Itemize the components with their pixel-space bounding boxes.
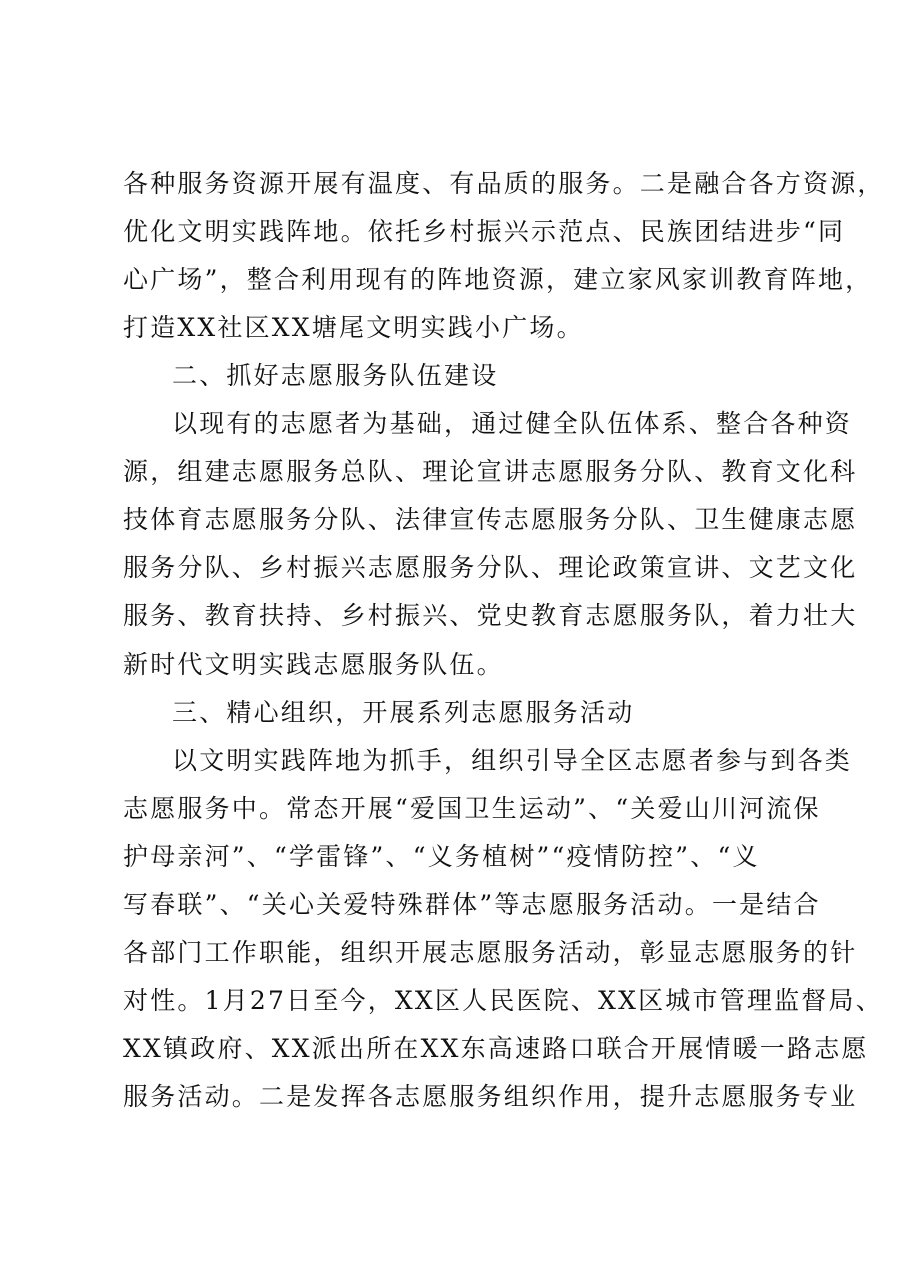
paragraph-line: 以文明实践阵地为抓手，组织引导全区志愿者参与到各类	[172, 746, 853, 775]
paragraph-line: 护母亲河”、“学雷锋”、“义务植树”“疫情防控”、“义	[123, 842, 760, 871]
paragraph-line: XX镇政府、XX派出所在XX东高速路口联合开展情暖一路志愿	[123, 1034, 869, 1063]
paragraph-line: 技体育志愿服务分队、法律宣传志愿服务分队、卫生健康志愿	[123, 505, 858, 534]
paragraph-line: 写春联”、“关心关爱特殊群体”等志愿服务活动。一是结合	[123, 890, 821, 919]
section-heading: 三、精心组织，开展系列志愿服务活动	[172, 698, 635, 727]
paragraph-line: 志愿服务中。常态开展“爱国卫生运动”、“关爱山川河流保	[123, 794, 821, 823]
paragraph-line: 服务活动。二是发挥各志愿服务组织作用，提升志愿服务专业	[123, 1082, 858, 1111]
paragraph-line: 心广场”，整合利用现有的阵地资源，建立家风家训教育阵地，	[123, 265, 873, 294]
paragraph-line: 各部门工作职能，组织开展志愿服务活动，彰显志愿服务的针	[123, 938, 858, 967]
paragraph-line: 服务、教育扶持、乡村振兴、党史教育志愿服务队，着力壮大	[123, 601, 858, 630]
section-heading: 二、抓好志愿服务队伍建设	[172, 361, 499, 390]
paragraph-line: 以现有的志愿者为基础，通过健全队伍体系、整合各种资	[172, 409, 853, 438]
paragraph-line: 新时代文明实践志愿服务队伍。	[123, 650, 504, 679]
paragraph-line: 优化文明实践阵地。依托乡村振兴示范点、民族团结进步“同	[123, 217, 846, 246]
paragraph-line: 服务分队、乡村振兴志愿服务分队、理论政策宣讲、文艺文化	[123, 553, 858, 582]
paragraph-line: 源，组建志愿服务总队、理论宣讲志愿服务分队、教育文化科	[123, 457, 858, 486]
paragraph-line: 打造XX社区XX塘尾文明实践小广场。	[123, 313, 584, 342]
paragraph-line: 对性。1月27日至今，XX区人民医院、XX区城市管理监督局、	[123, 986, 883, 1015]
paragraph-line: 各种服务资源开展有温度、有品质的服务。二是融合各方资源，	[123, 169, 885, 198]
